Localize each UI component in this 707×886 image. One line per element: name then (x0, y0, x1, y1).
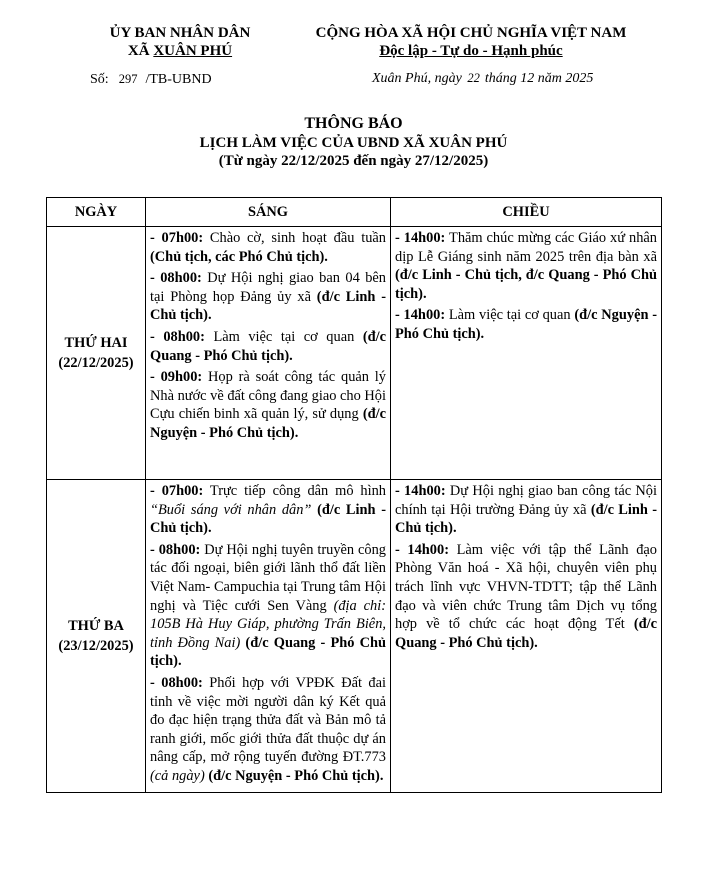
item-attendees: (đ/c Linh - Chủ tịch). (150, 501, 386, 537)
item-text: Dự Hội nghị tuyên truyền công tác đối ngoại, biên giới lãnh thổ đất liền Việt Nam- Campuchia tại Trung tâm Hội nghị và Tiệc cưới Sen Vàng (150, 541, 387, 614)
schedule-item (150, 328, 386, 365)
schedule-item (395, 229, 657, 303)
national-header (288, 24, 654, 60)
item-attendees: (đ/c Nguyện - Phó Chủ tịch). (150, 406, 386, 441)
item-attendees: (đ/c Quang - Phó Chủ tịch). (150, 328, 386, 364)
item-text: Làm việc tại cơ quan (204, 328, 363, 345)
item-attendees: (đ/c Linh - Chủ tịch, đ/c Quang - Phó Chủ tịch). (395, 267, 657, 302)
item-attendees: (Chủ tịch, các Phó Chủ tịch). (150, 248, 328, 265)
item-text: Trực tiếp công dân mô hình (203, 483, 386, 499)
item-time: - 09h00: (150, 369, 203, 386)
item-time: - 07h00: (150, 230, 204, 246)
afternoon-cell (391, 480, 662, 793)
table-row (47, 480, 662, 793)
item-text: Chào cờ, sinh hoạt đầu tuần (203, 230, 386, 246)
morning-cell (146, 227, 391, 480)
schedule-item (395, 541, 657, 653)
authority-prefix: XÃ (127, 43, 154, 59)
item-attendees: (đ/c Linh - Chủ tịch). (150, 288, 387, 324)
table-row (47, 227, 662, 480)
item-time: - 14h00: (395, 483, 446, 499)
schedule-item (150, 229, 386, 266)
item-time: - 14h00: (395, 230, 446, 246)
day-name: THỨ HAI (64, 335, 128, 351)
day-date: (22/12/2025) (58, 355, 134, 371)
col-header-day: NGÀY (47, 198, 146, 227)
schedule-item (150, 269, 386, 325)
schedule-item (395, 306, 657, 343)
afternoon-cell (391, 227, 662, 480)
item-text: Làm việc tại cơ quan (445, 307, 575, 324)
item-text: Họp rà soát công tác quản lý Nhà nước về đất công đang giao cho Hội Cựu chiến binh xã quản lý, sử dụng (150, 369, 387, 423)
docno-number: 297 (118, 72, 138, 86)
item-note: (địa chỉ: 105B Hà Huy Giáp, phường Trấn Biên, tỉnh Đồng Nai) (150, 597, 386, 651)
item-attendees: (đ/c Nguyện - Phó Chủ tịch). (395, 307, 657, 342)
item-time: - 14h00: (395, 541, 449, 558)
table-header-row (47, 198, 662, 227)
item-time: - 08h00: (150, 270, 202, 287)
item-time: - 08h00: (150, 541, 201, 558)
item-text: Làm việc với tập thể Lãnh đạo Phòng Văn hoá - Xã hội, chuyên viên phụ trách lĩnh vực VHVN-TDTT; tập thể Lãnh đạo và viên chức Trung tâm Dịch vụ tổng hợp về tổ chức các hoạt động Tết (395, 541, 657, 633)
document-title (0, 114, 707, 170)
schedule-item (150, 368, 386, 442)
authority-line-2 (95, 42, 265, 60)
authority-name: XUÂN PHÚ (153, 43, 233, 59)
schedule-item (150, 482, 386, 538)
schedule-item (150, 674, 386, 786)
schedule-item (395, 482, 657, 538)
day-cell (47, 480, 146, 793)
item-attendees: (đ/c Nguyện - Phó Chủ tịch). (204, 767, 384, 784)
item-text: Phối hợp với VPĐK Đất đai tỉnh về việc mời người dân ký Kết quả đo đạc hiện trạng thửa đất và Bản mô tả ranh giới, mốc giới thửa đất thuộc dự án nâng cấp, mở rộng tuyến đường ĐT.773 (150, 674, 387, 766)
issuing-authority (95, 24, 265, 60)
item-time: - 07h00: (150, 483, 204, 499)
item-text: Dự Hội nghị giao ban công tác Nội chính tại Hội trường Đảng ủy xã (395, 483, 658, 518)
item-attendees: (đ/c Quang - Phó Chủ tịch). (150, 634, 386, 670)
date-suffix: tháng 12 năm 2025 (484, 71, 594, 86)
title-line-3: (Từ ngày 22/12/2025 đến ngày 27/12/2025) (218, 153, 489, 169)
day-cell (47, 227, 146, 480)
place-and-date (372, 71, 593, 87)
document-number (90, 72, 212, 88)
schedule-table (46, 197, 662, 793)
morning-cell (146, 480, 391, 793)
col-header-morning: SÁNG (146, 198, 391, 227)
item-time: - 08h00: (150, 328, 205, 345)
item-text: Dự Hội nghị giao ban 04 bên tại Phòng họp Đảng ủy xã (150, 270, 386, 305)
item-text: Thăm chúc mừng các Giáo xứ nhân dịp Lễ Giáng sinh năm 2025 trên địa bàn xã (395, 230, 657, 265)
country-name: CỘNG HÒA XÃ HỘI CHỦ NGHĨA VIỆT NAM (315, 25, 627, 41)
title-line-1: THÔNG BÁO (304, 115, 403, 132)
item-time: - 08h00: (150, 674, 203, 691)
date-prefix: Xuân Phú, ngày (372, 71, 462, 86)
date-day: 22 (467, 71, 480, 85)
schedule-item (150, 541, 386, 671)
national-motto: Độc lập - Tự do - Hạnh phúc (379, 43, 563, 59)
day-name: THỨ BA (68, 617, 124, 634)
item-time: - 14h00: (395, 307, 446, 324)
item-attendees: (đ/c Quang - Phó Chủ tịch). (395, 616, 657, 651)
item-note: “Buổi sáng với nhân dân” (150, 501, 312, 518)
item-attendees: (đ/c Linh - Chủ tịch). (395, 501, 657, 537)
authority-line-1: ỦY BAN NHÂN DÂN (109, 25, 251, 41)
docno-label: Số: (90, 72, 109, 87)
item-note: (cả ngày) (150, 767, 205, 784)
docno-suffix: /TB-UBND (145, 72, 212, 87)
title-line-2: LỊCH LÀM VIỆC CỦA UBND XÃ XUÂN PHÚ (199, 135, 508, 151)
day-date: (23/12/2025) (58, 637, 134, 654)
col-header-afternoon: CHIỀU (391, 198, 662, 227)
